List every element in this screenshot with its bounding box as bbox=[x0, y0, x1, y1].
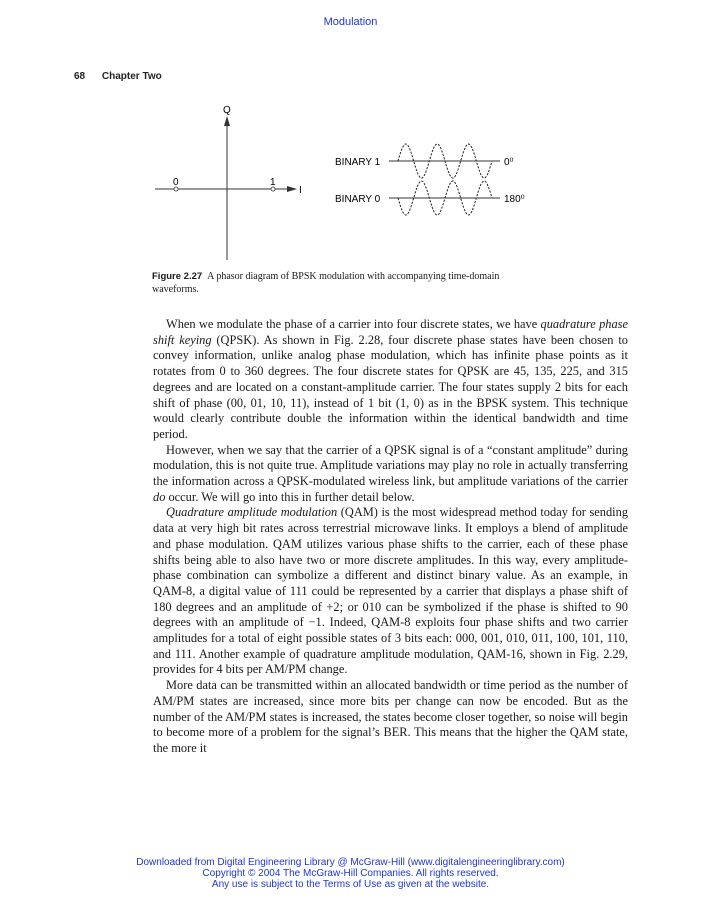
figure-number: Figure 2.27 bbox=[152, 271, 203, 282]
footer-copyright: Copyright © 2004 The McGraw-Hill Companies. All rights reserved. bbox=[202, 868, 499, 879]
paragraph bbox=[153, 317, 628, 443]
q-axis-arrow bbox=[224, 116, 230, 126]
text-segment: When we modulate the phase of a carrier into four discrete states, we have bbox=[166, 317, 541, 331]
figure-caption bbox=[152, 270, 532, 296]
text-segment: (QAM) is the most widespread method today for sending data at very high bit rates across terrestrial microwave links. It employs a blend of amplitude and phase modulation. QAM utilizes various phase shifts to the carrier, each of these phase shifts being able to also have two or more discrete amplitudes. In this way, every amplitude-phase combination can symbolize a different and distinct binary value. As an example, in QAM-8, a digital value of 111 could be represented by a carrier that displays a phase shift of 180 degrees and an amplitude of +2; or 010 can be symbolized if the phase is shifted to 90 degrees with an amplitude of −1. Indeed, QAM-8 exploits four phase shifts and two carrier amplitudes for a total of eight possible states of 3 bits each: 000, 001, 010, 011, 100, 101, 110, and 111. Another example of quadrature amplitude modulation, QAM-16, shown in Fig. 2.29, provides for 4 bits per AM/PM change. bbox=[153, 505, 629, 677]
text-segment: occur. We will go into this in further detail below. bbox=[165, 489, 415, 504]
paragraph bbox=[153, 505, 628, 678]
paragraph bbox=[153, 678, 628, 757]
i-axis-label: I bbox=[299, 185, 302, 196]
binary1-label: BINARY 1 bbox=[335, 157, 381, 168]
paragraph bbox=[153, 443, 628, 506]
q-axis-label: Q bbox=[223, 105, 231, 116]
figure-caption-text: A phasor diagram of BPSK modulation with accompanying time-domain waveforms. bbox=[152, 271, 500, 295]
chapter-title: Chapter Two bbox=[101, 71, 162, 82]
point-label-1: 1 bbox=[270, 177, 276, 188]
footer-terms-link[interactable]: Any use is subject to the Terms of Use as given at the website. bbox=[211, 879, 490, 890]
bpsk-diagram bbox=[140, 100, 560, 268]
phase-0-label: 0⁰ bbox=[504, 157, 514, 168]
header-modulation-link[interactable]: Modulation bbox=[323, 16, 378, 28]
footer-download-link[interactable]: Downloaded from Digital Engineering Library @ McGraw-Hill (www.digitalengineeringlibrary.com) bbox=[136, 857, 565, 868]
phase-180-label: 180⁰ bbox=[504, 194, 525, 205]
italic-text: do bbox=[153, 489, 166, 504]
binary0-label: BINARY 0 bbox=[335, 194, 381, 205]
text-segment: More data can be transmitted within an allocated bandwidth or time period as the number of AM/PM states are increased, since more bits per change can now be encoded. But as the number of the AM/PM states is increased, the states become closer together, so noise will begin to become more of a problem for the signal’s BER. This means that the higher the QAM state, the more it bbox=[153, 678, 628, 755]
running-head bbox=[74, 71, 162, 82]
text-segment: (QPSK). As shown in Fig. 2.28, four discrete phase states have been chosen to convey information, unlike analog phase modulation, which has infinite phase points as it rotates from 0 to 360 degrees. The four discrete states for QPSK are 45, 135, 225, and 315 degrees and are located on a constant-amplitude carrier. The four states supply 2 bits for each shift of phase (00, 01, 10, 11), instead of 1 bit (1, 0) as in the BPSK system. This technique would clearly contribute double the information within the identical bandwidth and time period. bbox=[153, 332, 629, 441]
footer bbox=[0, 857, 701, 890]
i-axis-arrow bbox=[287, 186, 297, 192]
body-text bbox=[153, 317, 628, 757]
point-label-0: 0 bbox=[173, 177, 179, 188]
italic-text: Quadrature amplitude modulation bbox=[166, 505, 338, 520]
text-segment: However, when we say that the carrier of a QPSK signal is of a “constant amplitude” during modulation, this is not quite true. Amplitude variations may play no role in actually transferring the information across a QPSK-modulated wireless link, but amplitude variations of the carrier bbox=[153, 442, 628, 489]
italic-text: quadrature phase shift keying bbox=[153, 317, 628, 347]
page-number: 68 bbox=[74, 71, 86, 82]
figure-2-27 bbox=[140, 100, 560, 268]
